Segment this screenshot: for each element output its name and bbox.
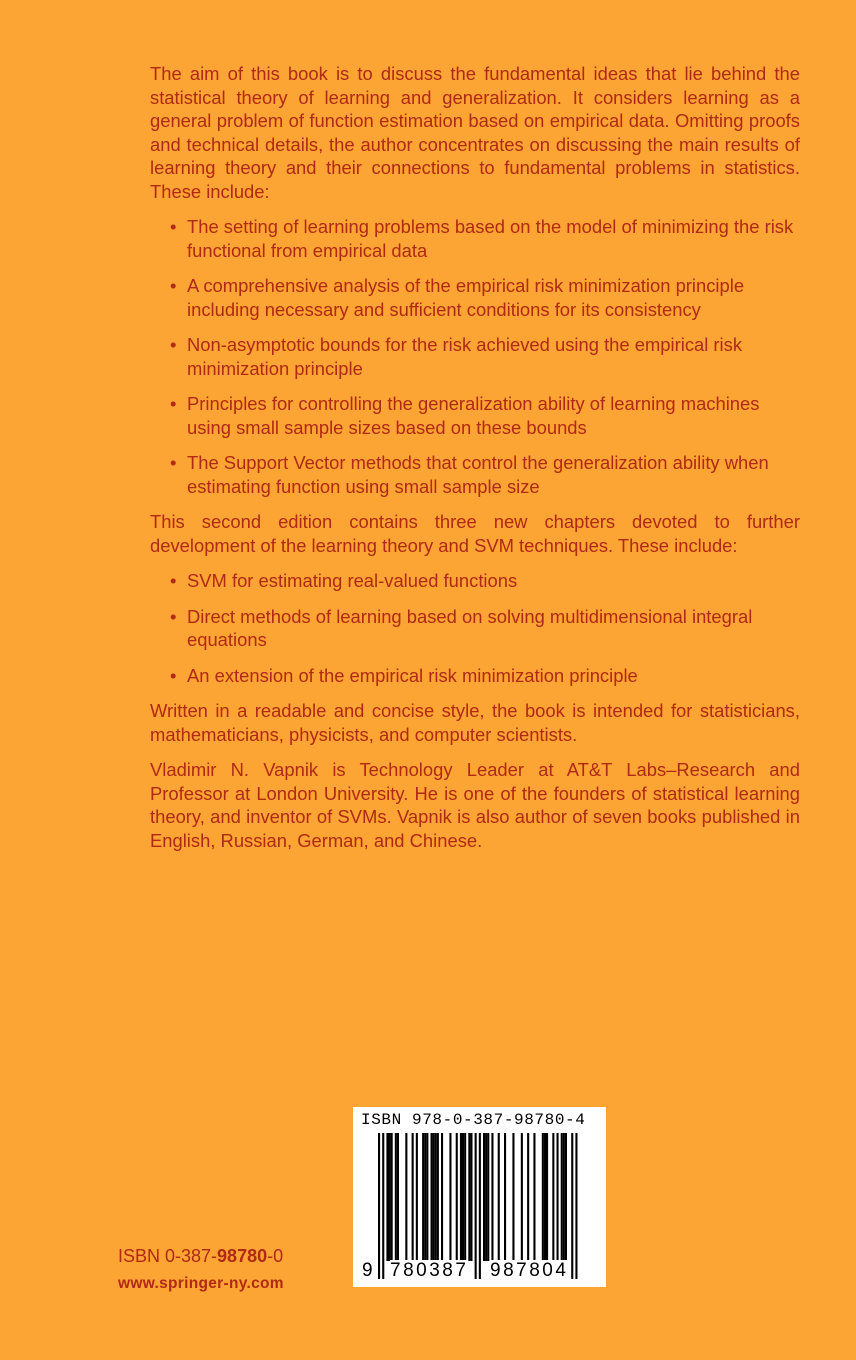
barcode-bar <box>449 1133 451 1261</box>
barcode-bar <box>422 1133 424 1261</box>
barcode-isbn-label: ISBN 978-0-387-98780-4 <box>361 1111 586 1129</box>
barcode-first-digit: 9 <box>362 1260 373 1281</box>
new-chapters-list <box>150 569 800 687</box>
barcode-bar <box>433 1133 435 1261</box>
barcode-bar <box>552 1133 554 1261</box>
isbn-prefix: ISBN 0-387- <box>118 1246 218 1266</box>
barcode-bar <box>565 1133 567 1261</box>
publisher-website: www.springer-ny.com <box>118 1275 284 1292</box>
barcode-bar <box>498 1133 500 1261</box>
author-bio-paragraph: Vladimir N. Vapnik is Technology Leader at AT&T Labs–Research and Professor at London University. He is one of the founders of statistical learning theory, and inventor of SVMs. Vapnik is also author of seven books published in English, Russian, German, and Chinese. <box>150 759 800 851</box>
barcode-bar <box>504 1133 506 1261</box>
second-edition-paragraph: This second edition contains three new chapters devoted to further development of the learning theory and SVM techniques. These include: <box>150 511 800 556</box>
barcode-bar <box>561 1133 563 1261</box>
barcode-bar <box>431 1133 433 1261</box>
barcode-bar <box>416 1133 418 1261</box>
list-item: • Non-asymptotic bounds for the risk achieved using the empirical risk minimization principle <box>187 333 800 380</box>
barcode-bar <box>382 1133 384 1279</box>
barcode-bar <box>378 1133 380 1279</box>
barcode-bar <box>468 1133 470 1261</box>
isbn-number <box>118 1245 283 1267</box>
list-item: • Direct methods of learning based on solving multidimensional integral equations <box>187 605 800 652</box>
barcode-bar <box>563 1133 565 1261</box>
isbn-suffix: -0 <box>267 1246 284 1266</box>
list-item: • An extension of the empirical risk minimization principle <box>187 664 800 688</box>
barcode-bar <box>544 1133 546 1261</box>
barcode-bar <box>571 1133 573 1279</box>
barcode-bar <box>527 1133 529 1261</box>
barcode-bar <box>485 1133 487 1261</box>
barcode-bar <box>542 1133 544 1261</box>
barcode-bar <box>441 1133 443 1261</box>
barcode-bar <box>575 1133 577 1279</box>
barcode-bar <box>426 1133 428 1261</box>
barcode-bar <box>546 1133 548 1261</box>
list-item: • SVM for estimating real-valued functions <box>187 569 800 593</box>
intro-paragraph: The aim of this book is to discuss the fundamental ideas that lie behind the statistical theory of learning and generalization. It considers learning as a general problem of function estimation based on empirical data. Omitting proofs and technical details, the author concentrates on discussing the main results of learning theory and their connections to fundamental problems in statistics. These include: <box>150 63 800 202</box>
barcode-bar <box>483 1133 485 1261</box>
barcode-bar <box>412 1133 414 1261</box>
list-item: • A comprehensive analysis of the empirical risk minimization principle including necessary and sufficient conditions for its consistency <box>187 274 800 321</box>
barcode-bar <box>435 1133 437 1261</box>
barcode-bar <box>491 1133 493 1261</box>
back-cover-blurb <box>150 62 800 864</box>
barcode-bar <box>389 1133 391 1261</box>
barcode-bar <box>405 1133 407 1261</box>
list-item: • The setting of learning problems based on the model of minimizing the risk functional from empirical data <box>187 215 800 262</box>
barcode-bar <box>424 1133 426 1261</box>
isbn-bold: 98780 <box>217 1246 268 1266</box>
barcode-left-digits: 780387 <box>390 1260 469 1281</box>
barcode-bar <box>521 1133 523 1261</box>
barcode-bar <box>479 1133 481 1279</box>
barcode-bar <box>464 1133 466 1261</box>
barcode-bar <box>533 1133 535 1261</box>
barcode <box>353 1107 606 1287</box>
barcode-bar <box>460 1133 462 1261</box>
barcode-bar <box>386 1133 388 1261</box>
barcode-bar <box>487 1133 489 1261</box>
barcode-bar <box>395 1133 397 1261</box>
barcode-bar <box>475 1133 477 1279</box>
barcode-bar <box>456 1133 458 1261</box>
barcode-bar <box>512 1133 514 1261</box>
barcode-bar <box>397 1133 399 1261</box>
barcode-right-digits: 987804 <box>490 1260 569 1281</box>
barcode-bar <box>462 1133 464 1261</box>
barcode-bar <box>557 1133 559 1261</box>
topics-list <box>150 215 800 498</box>
list-item: • Principles for controlling the generalization ability of learning machines using small sample sizes based on these bounds <box>187 392 800 439</box>
barcode-bar <box>470 1133 472 1261</box>
barcode-bar <box>437 1133 439 1261</box>
barcode-bar <box>391 1133 393 1261</box>
audience-paragraph: Written in a readable and concise style, the book is intended for statisticians, mathematicians, physicists, and computer scientists. <box>150 700 800 745</box>
list-item: • The Support Vector methods that control the generalization ability when estimating function using small sample size <box>187 451 800 498</box>
